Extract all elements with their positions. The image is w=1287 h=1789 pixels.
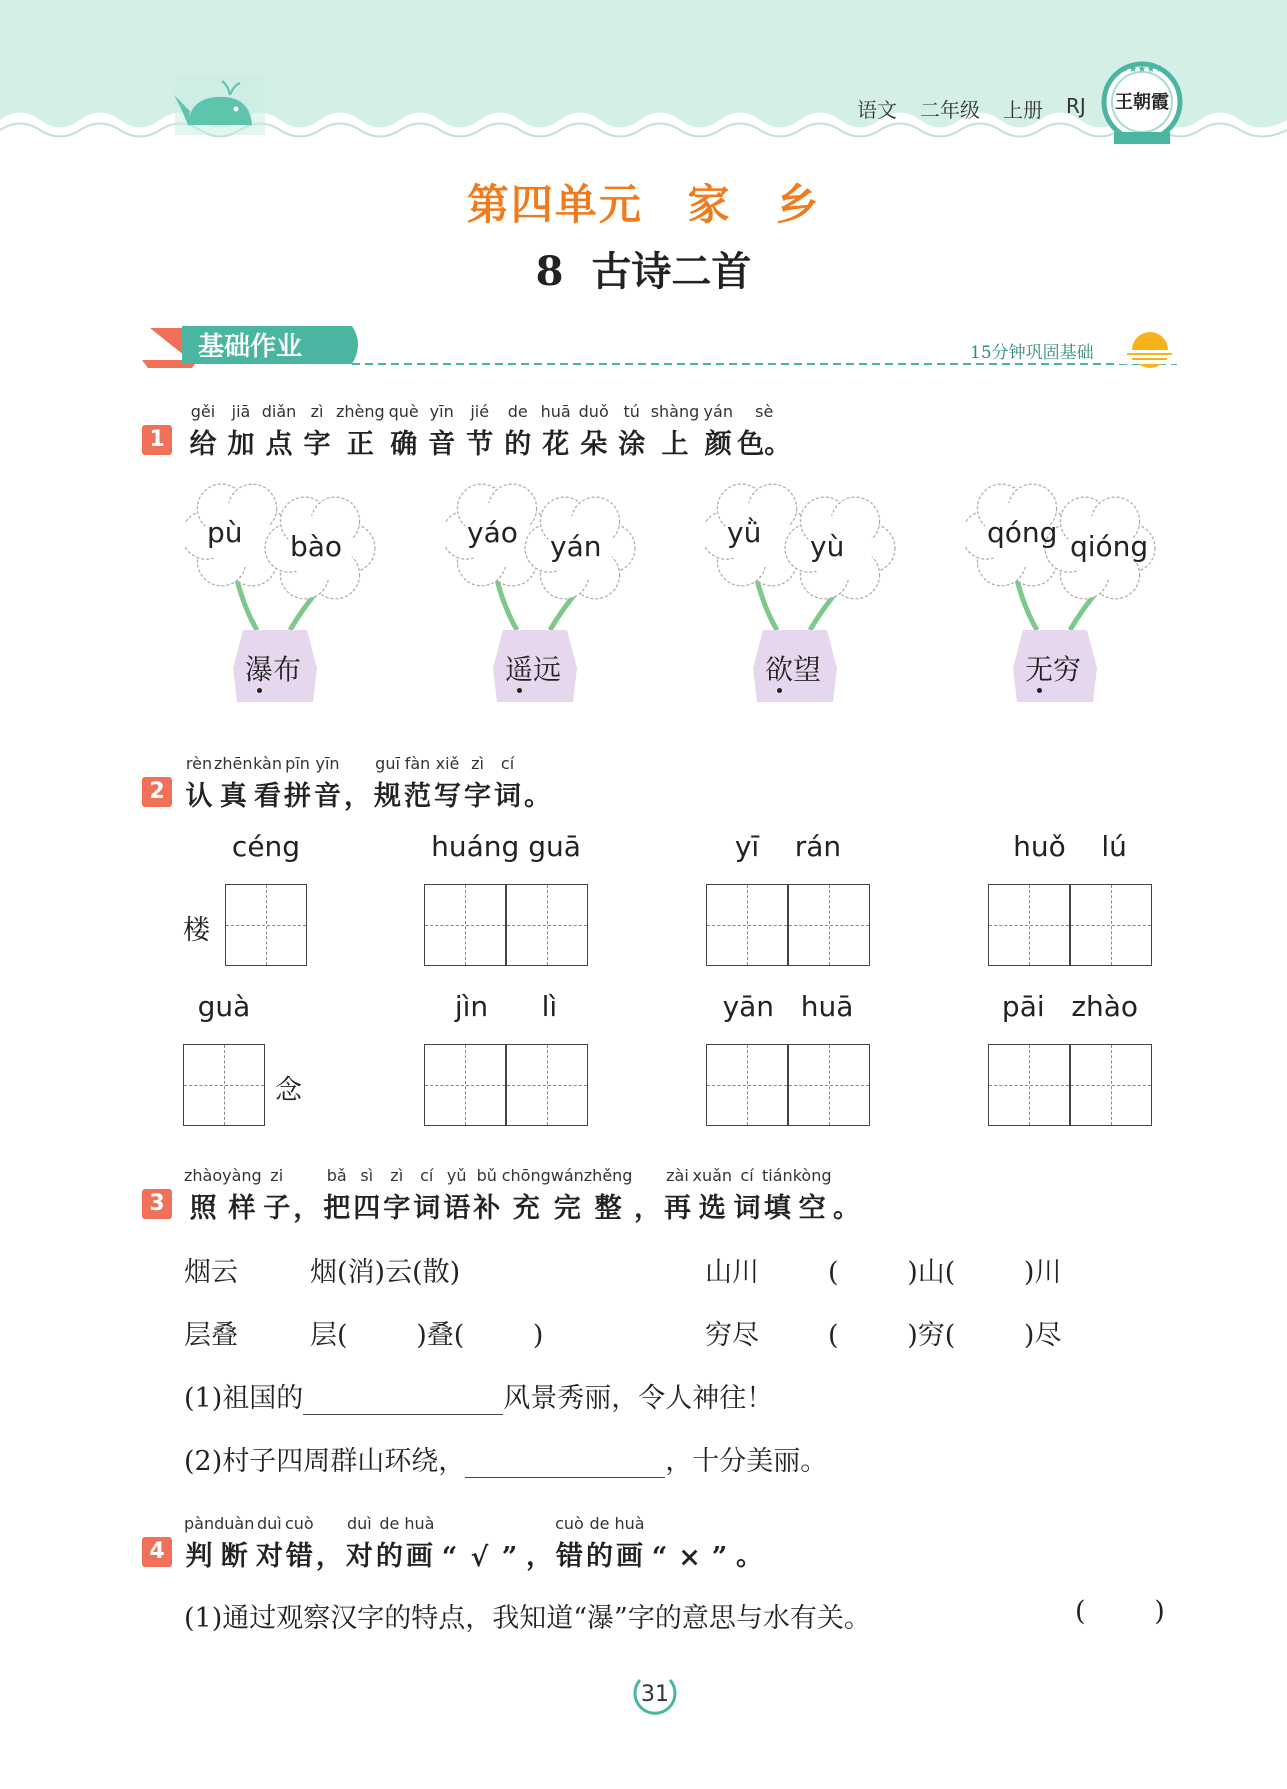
q4-char: × (678, 1542, 701, 1573)
q2-col (283, 754, 313, 813)
q4-pinyin: pàn (184, 1514, 215, 1533)
q4-pinyin: duì (346, 1514, 372, 1533)
q2-item-pinyin: pāi zhào (1001, 990, 1139, 1023)
q3-col (584, 1166, 633, 1225)
q3-pinyin: tián (762, 1166, 793, 1185)
q3-col (352, 1166, 382, 1225)
q3-fill2 (184, 1439, 827, 1478)
q2-char: 音 (314, 781, 342, 812)
emphasis-dot (257, 688, 262, 693)
q1-col (336, 402, 385, 461)
q3-pinyin: zài (666, 1166, 689, 1185)
q1-pinyin: yán (703, 402, 733, 421)
q3-col (692, 1166, 732, 1225)
flower-right-pinyin[interactable]: yán (550, 530, 602, 563)
q2-col (523, 754, 553, 813)
writing-box[interactable] (788, 1044, 870, 1126)
q2-col (313, 754, 343, 813)
q2-pinyin: guī (375, 754, 400, 773)
q2-col (184, 754, 214, 813)
q1-pinyin: yīn (429, 402, 454, 421)
q3-pinyin: sì (360, 1166, 374, 1185)
q4-char: ” (501, 1542, 518, 1573)
q1-char: 节 (466, 429, 494, 460)
q3-char: 填 (763, 1193, 791, 1224)
q3-row1-c: 山川 (705, 1257, 759, 1288)
q4-char: ， (525, 1541, 553, 1572)
unit-title (0, 172, 1287, 232)
q2-col (373, 754, 403, 813)
q3-col (762, 1166, 793, 1225)
q2-item-suffix: 念 (275, 1075, 302, 1106)
q2-pinyin: fàn (404, 754, 431, 773)
unit-title-part1: 第四单元 (466, 180, 643, 229)
q4-col (554, 1514, 584, 1573)
q3-fill1-blank[interactable] (303, 1383, 503, 1415)
q3-pinyin: zhào (184, 1166, 223, 1185)
q3-col (551, 1166, 584, 1225)
q2-char: 词 (494, 781, 522, 812)
q4-pinyin: huà (614, 1514, 645, 1533)
q4-char: ” (711, 1542, 728, 1573)
q2-char: 拼 (284, 781, 312, 812)
q4-col (464, 1522, 494, 1573)
q3-col (412, 1166, 442, 1225)
q3-pinyin: zi (270, 1166, 284, 1185)
writing-box[interactable] (706, 884, 788, 966)
q2-col (214, 754, 253, 813)
q1-pinyin: gěi (190, 402, 216, 421)
q4-col (675, 1522, 705, 1573)
q1-col (737, 402, 791, 461)
header-edition: RJ (1066, 94, 1086, 118)
q1-char: 花 (542, 429, 570, 460)
q2-char: ， (344, 781, 372, 812)
section-label: 基础作业 (198, 332, 303, 362)
q2-char: 写 (434, 781, 462, 812)
q3-pinyin: wán (550, 1166, 584, 1185)
q1-flowers (0, 480, 1287, 720)
q2-item-pinyin: yī rán (734, 830, 842, 863)
page-number (630, 1670, 680, 1720)
q3-row1-b: 烟(消)云(散) (310, 1257, 461, 1288)
q3-char: 再 (663, 1193, 691, 1224)
q3-pinyin: yǔ (446, 1166, 467, 1185)
q4-pinyin: cuò (555, 1514, 584, 1533)
q3-instruction (184, 1166, 861, 1225)
q4-col (314, 1514, 344, 1573)
flower-right-pinyin[interactable]: bào (290, 530, 343, 563)
q1-col (575, 402, 613, 461)
q3-pinyin: cí (740, 1166, 754, 1185)
q1-pinyin: què (388, 402, 419, 421)
q3-char: 选 (698, 1193, 726, 1224)
q3-col (793, 1166, 832, 1225)
q4-col (404, 1514, 434, 1573)
q3-fill2-pre: (2)村子四周群山环绕， (184, 1446, 466, 1477)
flower-left-pinyin[interactable]: yǜ (727, 516, 762, 549)
q1-char: 的 (504, 429, 532, 460)
unit-title-part3: 乡 (776, 180, 821, 229)
q2-pinyin: cí (500, 754, 515, 773)
brand-name: 王朝霞 (1115, 92, 1169, 113)
q3-char: 把 (323, 1193, 351, 1224)
q1-char: 正 (346, 429, 374, 460)
q3-col (382, 1166, 412, 1225)
q1-char: 色。 (737, 429, 792, 460)
q1-col (298, 402, 336, 461)
q3-char: 充 (512, 1193, 540, 1224)
q1-char: 颜 (704, 429, 732, 460)
q2-item-pinyin: yān huā (722, 990, 854, 1023)
writing-box[interactable] (1070, 1044, 1152, 1126)
q1-instruction (184, 402, 791, 461)
q3-fill1-post: 风景秀丽，令人神往！ (503, 1383, 774, 1414)
writing-box[interactable] (706, 1044, 788, 1126)
writing-box[interactable] (183, 1044, 265, 1126)
q4-col (524, 1514, 554, 1573)
q1-char: 上 (661, 429, 689, 460)
writing-box[interactable] (424, 884, 506, 966)
q3-char: 。 (832, 1193, 860, 1224)
q1-number: 1 (142, 425, 172, 455)
q4-instruction (184, 1514, 765, 1573)
flower-pot-1 (185, 480, 385, 710)
q3-char: ， (293, 1193, 321, 1224)
page-number-text: 31 (641, 1682, 669, 1707)
q3-col (262, 1166, 292, 1225)
q2-char: 字 (464, 781, 492, 812)
q3-fill2-blank[interactable] (465, 1446, 665, 1478)
writing-box[interactable] (424, 1044, 506, 1126)
unit-title-part2: 家 (687, 180, 732, 229)
q2-item-pinyin: céng (231, 830, 301, 863)
q2-char: 规 (374, 781, 402, 812)
q3-char: 字 (383, 1193, 411, 1224)
q3-char: 补 (473, 1193, 501, 1224)
q1-col (613, 402, 651, 461)
header-subject: 语文 (857, 98, 897, 122)
q3-char: 词 (413, 1193, 441, 1224)
q4-char: “ (441, 1542, 458, 1573)
q1-col (461, 402, 499, 461)
q3-col (472, 1166, 502, 1225)
flower-left-pinyin[interactable]: pù (207, 516, 243, 549)
q1-char: 字 (303, 429, 331, 460)
q4-col (254, 1514, 284, 1573)
q3-fill1 (184, 1376, 773, 1415)
q4-char: 画 (616, 1541, 643, 1572)
q3-fill2-post: ，十分美丽。 (665, 1446, 828, 1477)
q4-pinyin: cuò (284, 1514, 314, 1533)
q2-col (463, 754, 493, 813)
flower-pot-2 (445, 480, 645, 710)
q3-col (632, 1166, 662, 1225)
q2-pinyin: yīn (315, 754, 340, 773)
q3-char: 四 (353, 1193, 381, 1224)
q1-char: 音 (428, 429, 456, 460)
q4-char: 错 (555, 1541, 583, 1572)
q3-char: 样 (228, 1193, 256, 1224)
q3-pinyin: zì (390, 1166, 404, 1185)
q3-col (831, 1166, 861, 1225)
q3-col (222, 1166, 262, 1225)
q4-char: 断 (220, 1541, 248, 1572)
header-grade: 二年级 (920, 98, 980, 122)
q2-col (403, 754, 433, 813)
q1-col (699, 402, 737, 461)
q3-col (502, 1166, 551, 1225)
q2-pinyin: kàn (253, 754, 282, 773)
q2-pinyin: pīn (285, 754, 310, 773)
q2-item-pinyin: guà (197, 990, 251, 1023)
q3-char: ， (633, 1193, 661, 1224)
q1-pinyin: jiā (231, 402, 251, 421)
q1-pinyin: huā (540, 402, 571, 421)
q3-row2-d[interactable]: ( )穷( )尽 (828, 1320, 1062, 1351)
q3-row2-a: 层叠 (184, 1320, 238, 1351)
q1-pinyin: zhèng (336, 402, 385, 421)
section-subtitle: 15分钟巩固基础 (970, 343, 1094, 363)
q3-col (322, 1166, 352, 1225)
q2-char: 真 (219, 781, 247, 812)
q1-char: 涂 (618, 429, 646, 460)
q2-pinyin: zhēn (214, 754, 253, 773)
q1-col (651, 402, 700, 461)
q1-char: 加 (227, 429, 255, 460)
q4-col (494, 1522, 524, 1573)
flower-pot-3 (705, 480, 905, 710)
q3-col (442, 1166, 472, 1225)
q3-char: 照 (189, 1193, 217, 1224)
q4-char: 对 (345, 1541, 373, 1572)
q4-col (614, 1514, 644, 1573)
q4-item1: (1)通过观察汉字的特点，我知道“瀑”字的意思与水有关。 (184, 1603, 871, 1634)
writing-box[interactable] (788, 884, 870, 966)
q1-col (184, 402, 222, 461)
writing-box[interactable] (506, 884, 588, 966)
q2-pinyin: rèn (185, 754, 213, 773)
q3-char: 整 (594, 1193, 622, 1224)
q3-col (292, 1166, 322, 1225)
q2-writing-area (0, 830, 1287, 1140)
q3-col (732, 1166, 762, 1225)
q1-col (385, 402, 423, 461)
q4-col (184, 1514, 214, 1573)
q1-col (499, 402, 537, 461)
q1-char: 朵 (580, 429, 608, 460)
q3-row1-d[interactable]: ( )山( )川 (828, 1257, 1062, 1288)
q1-col (423, 402, 461, 461)
q3-row1-a: 烟云 (184, 1257, 238, 1288)
q3-pinyin: zhěng (583, 1166, 633, 1185)
q4-col (214, 1514, 254, 1573)
vase-word: 欲望 (765, 653, 822, 686)
q1-pinyin: shàng (650, 402, 700, 421)
q3-char: 词 (733, 1193, 761, 1224)
q4-col (374, 1514, 404, 1573)
q4-pinyin: de (379, 1514, 400, 1533)
brand-badge (1100, 58, 1184, 148)
q1-pinyin: jié (470, 402, 490, 421)
q3-col (184, 1166, 222, 1225)
header-volume: 上册 (1003, 98, 1043, 122)
writing-box[interactable] (988, 884, 1070, 966)
q4-char: ， (315, 1541, 343, 1572)
q4-pinyin: huà (404, 1514, 435, 1533)
q4-item1-answer[interactable]: ( ) (1075, 1596, 1165, 1627)
flower-left-pinyin[interactable]: qóng (987, 516, 1058, 549)
q2-col (433, 754, 463, 813)
q1-char: 给 (189, 429, 217, 460)
q4-char: 对 (255, 1541, 283, 1572)
q3-char: 子 (263, 1193, 291, 1224)
vase-word: 无穷 (1025, 653, 1082, 686)
emphasis-dot (1037, 688, 1042, 693)
q3-row2-c: 穷尽 (705, 1320, 759, 1351)
svg-text:★★★★★: ★★★★★ (1119, 64, 1165, 75)
writing-box[interactable] (988, 1044, 1070, 1126)
q4-col (434, 1522, 464, 1573)
flower-right-pinyin[interactable]: yù (810, 530, 845, 563)
q1-pinyin: de (507, 402, 528, 421)
q2-pinyin: xiě (435, 754, 460, 773)
q1-pinyin: diǎn (261, 402, 297, 421)
q1-pinyin: duǒ (578, 402, 609, 421)
q2-item-pinyin: huǒ lú (1013, 830, 1127, 863)
q2-item-prefix: 楼 (183, 915, 210, 946)
q2-instruction (184, 754, 553, 813)
q3-pinyin: yàng (222, 1166, 262, 1185)
q2-char: 。 (524, 781, 552, 812)
q4-char: 错 (285, 1541, 313, 1572)
q3-pinyin: chōng (501, 1166, 551, 1185)
q3-pinyin: cí (420, 1166, 434, 1185)
q2-pinyin: zì (471, 754, 484, 773)
q4-char: 判 (185, 1541, 213, 1572)
lesson-title: 8 古诗二首 (535, 248, 752, 295)
emphasis-dot (517, 688, 522, 693)
vase-word: 遥远 (505, 653, 562, 686)
vase-word: 瀑布 (245, 653, 302, 686)
q4-char: “ (651, 1542, 668, 1573)
q2-col (493, 754, 523, 813)
q3-pinyin: bǔ (476, 1166, 497, 1185)
q2-char: 认 (185, 781, 213, 812)
q2-item-pinyin: huáng guā (431, 830, 581, 863)
q4-pinyin: duì (256, 1514, 282, 1533)
q3-col (662, 1166, 692, 1225)
q1-pinyin: sè (755, 402, 774, 421)
q2-col (343, 754, 373, 813)
q4-char: √ (470, 1542, 489, 1573)
flower-left-pinyin[interactable]: yáo (467, 516, 518, 549)
q1-char: 确 (390, 429, 418, 460)
q4-pinyin: duàn (214, 1514, 255, 1533)
q2-number: 2 (142, 777, 172, 807)
q3-row2-b[interactable]: 层( )叠( ) (310, 1320, 544, 1351)
q2-char: 范 (404, 781, 432, 812)
writing-box[interactable] (225, 884, 307, 966)
q4-col (584, 1514, 614, 1573)
q1-pinyin: tú (623, 402, 640, 421)
q4-col (705, 1522, 735, 1573)
q1-col (222, 402, 260, 461)
emphasis-dot (777, 688, 782, 693)
q1-pinyin: zì (310, 402, 324, 421)
q3-fill1-pre: (1)祖国的 (184, 1383, 304, 1414)
whale-icon (170, 75, 270, 135)
q4-number: 4 (142, 1537, 172, 1567)
q1-col (537, 402, 575, 461)
q4-char: 的 (585, 1541, 613, 1572)
q1-char: 点 (265, 429, 293, 460)
flower-pot-4 (965, 480, 1165, 710)
q3-pinyin: kòng (792, 1166, 832, 1185)
q4-char: 画 (405, 1541, 433, 1572)
q2-col (253, 754, 283, 813)
q2-item-pinyin: jìn lì (454, 990, 558, 1023)
q3-char: 语 (443, 1193, 471, 1224)
flower-right-pinyin[interactable]: qióng (1070, 530, 1149, 563)
q3-char: 空 (798, 1193, 826, 1224)
q4-pinyin: de (589, 1514, 610, 1533)
q4-col (735, 1514, 765, 1573)
writing-box[interactable] (506, 1044, 588, 1126)
q4-col (645, 1522, 675, 1573)
writing-box[interactable] (1070, 884, 1152, 966)
q2-char: 看 (254, 781, 282, 812)
q3-pinyin: xuǎn (692, 1166, 733, 1185)
q3-char: 完 (553, 1193, 581, 1224)
q1-col (260, 402, 298, 461)
q3-number: 3 (142, 1189, 172, 1219)
q4-col (284, 1514, 314, 1573)
q4-col (344, 1514, 374, 1573)
q4-char: 的 (375, 1541, 403, 1572)
q4-char: 。 (736, 1541, 764, 1572)
q3-pinyin: bǎ (326, 1166, 347, 1185)
